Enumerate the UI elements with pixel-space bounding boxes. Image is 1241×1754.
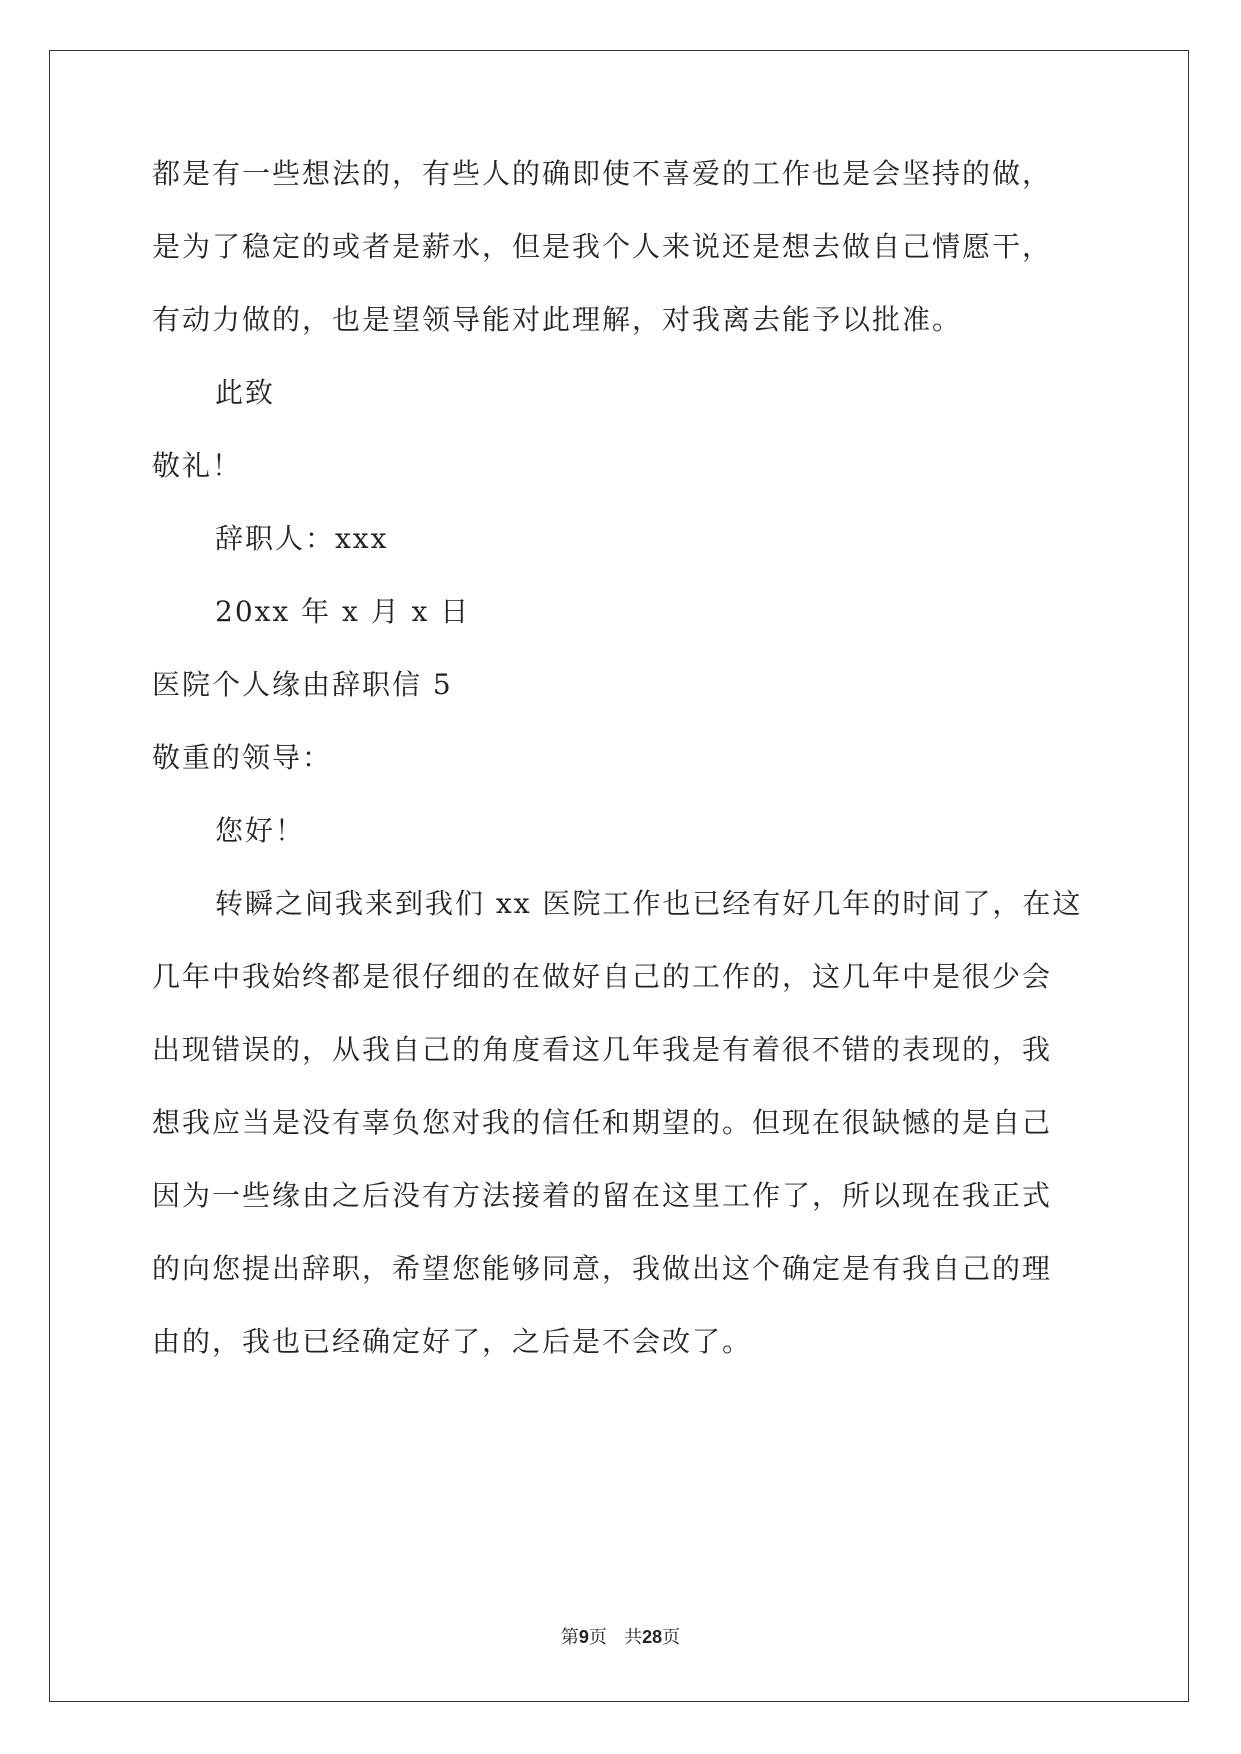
closing-respect: 敬礼！ [152, 449, 243, 482]
section-title: 医院个人缘由辞职信 5 [152, 668, 453, 701]
footer-page-number: 9 [578, 1627, 589, 1647]
body-line: 有动力做的，也是望领导能对此理解，对我离去能予以批准。 [152, 303, 963, 336]
footer-total-pages: 28 [642, 1627, 663, 1647]
body-line: 由的，我也已经确定好了，之后是不会改了。 [152, 1325, 753, 1358]
body-line: 出现错误的，从我自己的角度看这几年我是有着很不错的表现的，我 [152, 1033, 1053, 1066]
letter-hello: 您好！ [215, 814, 306, 847]
page-footer [0, 1625, 1241, 1650]
signature-line: 辞职人：xxx [215, 522, 389, 555]
closing-salutation: 此致 [215, 376, 276, 409]
body-line: 几年中我始终都是很仔细的在做好自己的工作的，这几年中是很少会 [152, 960, 1053, 993]
footer-total-suffix: 页 [662, 1627, 681, 1648]
body-line: 转瞬之间我来到我们 xx 医院工作也已经有好几年的时间了，在这 [215, 887, 1083, 920]
footer-total-prefix: 共 [624, 1627, 643, 1648]
body-line: 的向您提出辞职，希望您能够同意，我做出这个确定是有我自己的理 [152, 1252, 1053, 1285]
page-frame [49, 50, 1189, 1702]
body-line: 因为一些缘由之后没有方法接着的留在这里工作了，所以现在我正式 [152, 1179, 1053, 1212]
footer-prefix: 第 [560, 1627, 579, 1648]
letter-greeting: 敬重的领导： [152, 741, 333, 774]
body-line: 是为了稳定的或者是薪水，但是我个人来说还是想去做自己情愿干， [152, 230, 1053, 263]
footer-page-suffix: 页 [588, 1627, 607, 1648]
date-line: 20xx 年 x 月 x 日 [215, 595, 471, 628]
body-line: 都是有一些想法的，有些人的确即使不喜爱的工作也是会坚持的做， [152, 157, 1053, 190]
body-line: 想我应当是没有辜负您对我的信任和期望的。但现在很缺憾的是自己 [152, 1106, 1053, 1139]
